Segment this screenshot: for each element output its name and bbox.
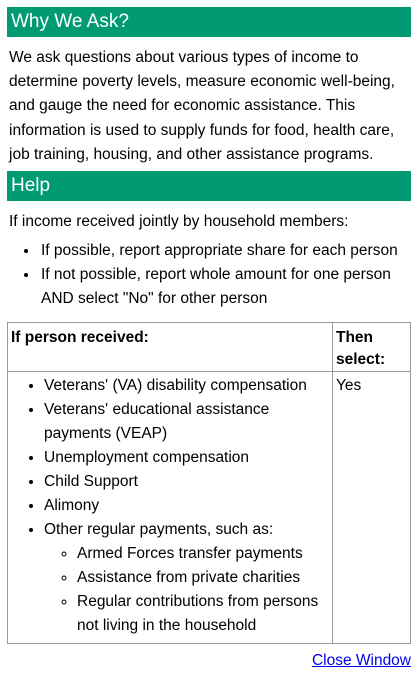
footer <box>7 652 411 670</box>
list-item: • Unemployment compensation <box>44 446 332 470</box>
help-header <box>7 171 411 201</box>
col-header-person-received: If person received: <box>8 323 333 372</box>
sublist-item: ◦ Armed Forces transfer payments <box>77 542 332 566</box>
other-payments-sublist <box>44 542 332 638</box>
income-type-list <box>8 374 332 638</box>
list-item: • Veterans' (VA) disability compensation <box>44 374 332 398</box>
help-bullet: • If not possible, report whole amount for one person AND select "No" for other person <box>39 263 411 311</box>
close-window-link[interactable]: Close Window <box>311 652 411 670</box>
col-header-then-select: Then select: <box>333 323 411 372</box>
help-bullet: • If possible, report appropriate share for each person <box>39 239 411 263</box>
table-row <box>8 372 411 644</box>
help-bullet-list <box>7 239 411 311</box>
why-we-ask-title: Why We Ask? <box>11 11 129 32</box>
income-types-cell <box>8 372 333 644</box>
help-intro: If income received jointly by household members: <box>9 213 349 231</box>
list-item: • Veterans' educational assistance payments (VEAP) <box>44 398 332 446</box>
sublist-item: ◦ Regular contributions from persons not living in the household <box>77 590 332 638</box>
help-title: Help <box>11 175 51 197</box>
sublist-item: ◦ Assistance from private charities <box>77 566 332 590</box>
list-item: • Alimony <box>44 494 332 518</box>
table-header-row <box>8 323 411 372</box>
why-we-ask-header <box>7 7 411 37</box>
list-item: • Child Support <box>44 470 332 494</box>
list-item-label: Other regular payments, such as: <box>44 521 274 539</box>
income-table <box>7 322 411 644</box>
list-item-other-payments <box>44 518 332 638</box>
answer-cell: Yes <box>333 372 411 644</box>
why-we-ask-text: We ask questions about various types of income to determine poverty levels, measure economic well-being, and gauge the need for economic assistance. This information is used to supply funds for food, health care, job training, housing, and other assistance programs. <box>9 49 395 163</box>
